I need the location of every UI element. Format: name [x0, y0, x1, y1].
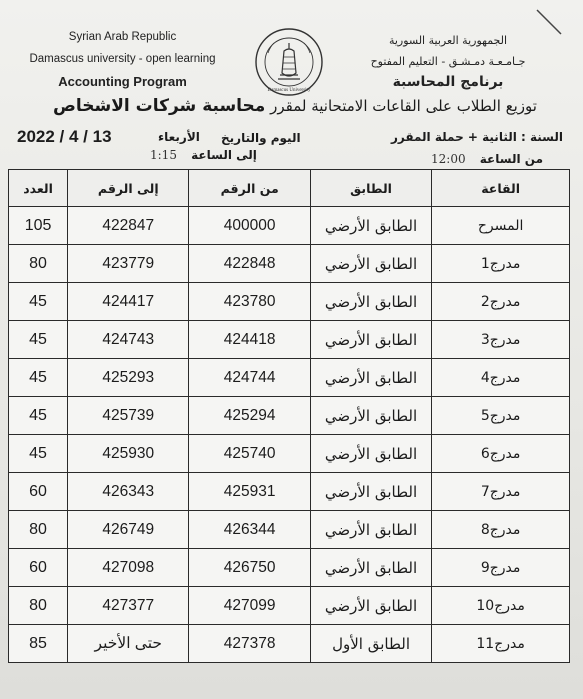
table-row	[9, 359, 570, 397]
cell-floor: الطابق الأرضي	[310, 397, 431, 435]
table-row	[9, 587, 570, 625]
cell-count: 45	[9, 435, 68, 473]
header-from: من الرقم	[189, 170, 310, 207]
cell-from: 425740	[189, 435, 310, 473]
cell-to: 424417	[68, 283, 189, 321]
cell-hall: مدرج8	[432, 511, 570, 549]
from-time-label: من الساعة	[479, 152, 543, 166]
cell-to: 424743	[68, 321, 189, 359]
university-seal-icon	[254, 27, 324, 97]
cell-floor: الطابق الأرضي	[310, 321, 431, 359]
header-en-line1: Syrian Arab Republic	[68, 31, 177, 43]
table-row	[9, 511, 570, 549]
cell-to: 427377	[68, 587, 189, 625]
pen-mark-decoration	[535, 8, 565, 38]
table-row	[9, 625, 570, 663]
cell-to: 425293	[68, 359, 189, 397]
cell-count: 105	[9, 207, 68, 245]
table-header-row	[9, 170, 570, 207]
table-row	[9, 435, 570, 473]
cell-hall: مدرج7	[432, 473, 570, 511]
cell-to: 425739	[68, 397, 189, 435]
cell-count: 60	[9, 473, 68, 511]
header-english	[0, 26, 245, 93]
cell-floor: الطابق الأرضي	[310, 511, 431, 549]
cell-hall: مدرج5	[432, 397, 570, 435]
cell-floor: الطابق الأرضي	[310, 587, 431, 625]
header-en-line2: Damascus university - open learning	[29, 53, 216, 65]
cell-count: 85	[9, 625, 68, 663]
table-row	[9, 207, 570, 245]
header-ar-program: برنامج المحاسبة	[392, 74, 504, 90]
day-date-label: اليوم والتاريخ	[221, 131, 301, 145]
cell-hall: مدرج11	[432, 625, 570, 663]
to-time-label: إلى الساعة	[191, 148, 257, 162]
cell-from: 423780	[189, 283, 310, 321]
from-time-row	[431, 152, 543, 166]
table-row	[9, 473, 570, 511]
cell-count: 45	[9, 397, 68, 435]
header-hall: القاعة	[432, 170, 570, 207]
cell-from: 425931	[189, 473, 310, 511]
cell-hall: مدرج6	[432, 435, 570, 473]
table-row	[9, 245, 570, 283]
header-count: العدد	[9, 170, 68, 207]
table-row	[9, 283, 570, 321]
header-floor: الطابق	[310, 170, 431, 207]
cell-to: 423779	[68, 245, 189, 283]
table-row	[9, 397, 570, 435]
cell-hall: مدرج9	[432, 549, 570, 587]
exam-date: 2022 / 4 / 13	[17, 127, 112, 146]
cell-count: 60	[9, 549, 68, 587]
cell-from: 427099	[189, 587, 310, 625]
meta-row	[3, 127, 563, 151]
cell-floor: الطابق الأرضي	[310, 549, 431, 587]
cell-count: 45	[9, 321, 68, 359]
cell-floor: الطابق الأرضي	[310, 283, 431, 321]
course-name: محاسبة شركات الاشخاص	[53, 96, 266, 116]
document-title	[25, 96, 565, 116]
cell-hall: مدرج3	[432, 321, 570, 359]
to-time-value: 1:15	[150, 148, 177, 162]
header-ar-line1: الجمهورية العربية السورية	[388, 34, 508, 47]
header-to: إلى الرقم	[68, 170, 189, 207]
cell-hall: مدرج1	[432, 245, 570, 283]
cell-floor: الطابق الأول	[310, 625, 431, 663]
hall-distribution-table	[8, 169, 570, 663]
cell-from: 400000	[189, 207, 310, 245]
cell-from: 426344	[189, 511, 310, 549]
cell-count: 80	[9, 245, 68, 283]
cell-from: 427378	[189, 625, 310, 663]
cell-hall: مدرج2	[432, 283, 570, 321]
cell-from: 424418	[189, 321, 310, 359]
cell-to: حتى الأخير	[68, 625, 189, 663]
cell-from: 424744	[189, 359, 310, 397]
from-time-value: 12:00	[431, 152, 466, 166]
cell-from: 422848	[189, 245, 310, 283]
cell-floor: الطابق الأرضي	[310, 435, 431, 473]
header-arabic	[343, 30, 553, 93]
table-row	[9, 549, 570, 587]
header-en-program: Accounting Program	[58, 74, 187, 89]
cell-floor: الطابق الأرضي	[310, 473, 431, 511]
cell-hall: مدرج4	[432, 359, 570, 397]
year-label: السنة : الثانية + حملة المقرر	[391, 130, 563, 144]
seal-text: Damascus University	[267, 88, 311, 93]
cell-floor: الطابق الأرضي	[310, 245, 431, 283]
cell-count: 80	[9, 587, 68, 625]
cell-count: 45	[9, 283, 68, 321]
cell-hall: مدرج10	[432, 587, 570, 625]
cell-to: 426749	[68, 511, 189, 549]
cell-to: 427098	[68, 549, 189, 587]
cell-to: 426343	[68, 473, 189, 511]
cell-count: 45	[9, 359, 68, 397]
cell-to: 422847	[68, 207, 189, 245]
title-prefix: توزيع الطلاب على القاعات الامتحانية لمقرر	[270, 97, 537, 115]
cell-to: 425930	[68, 435, 189, 473]
header-ar-line2: جـامـعـة دمـشـق - التعليم المفتوح	[370, 55, 526, 68]
to-time-row	[150, 148, 257, 162]
cell-floor: الطابق الأرضي	[310, 359, 431, 397]
day-name: الأربعاء	[158, 130, 200, 144]
cell-hall: المسرح	[432, 207, 570, 245]
cell-floor: الطابق الأرضي	[310, 207, 431, 245]
table-row	[9, 321, 570, 359]
cell-from: 425294	[189, 397, 310, 435]
cell-from: 426750	[189, 549, 310, 587]
cell-count: 80	[9, 511, 68, 549]
